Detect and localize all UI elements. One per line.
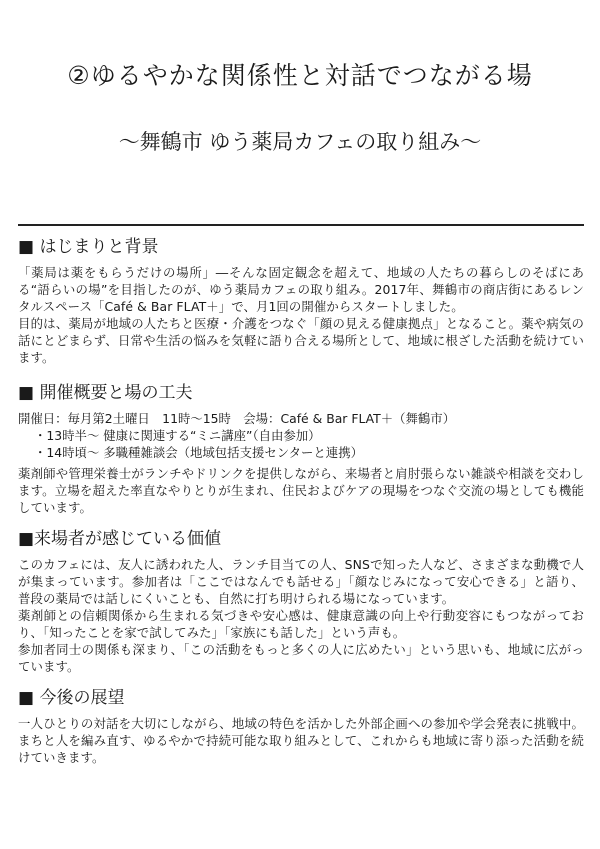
paragraph: 参加者同士の関係も深まり、「この活動をもっと多くの人に広めたい」という思いも、地域に広がっています。 (18, 642, 584, 674)
paragraph: 一人ひとりの対話を大切にしながら、地域の特色を活かした外部企画への参加や学会発表に挑戦中。まちと人を編み直す、ゆるやかで持続可能な取り組みとして、これからも地域に寄り添った活動を続けていきます。 (18, 716, 584, 765)
list-item: ・14時頃〜 多職種雑談会（地域包括支援センターと連携） (34, 445, 363, 460)
section-value (18, 528, 584, 675)
paragraph: 「薬局は薬をもらうだけの場所」―そんな固定観念を超えて、地域の人たちの暮らしのそばにある“語らいの場”を目指したのが、ゆう薬局カフェの取り組み。2017年、舞鶴市の商店街にあるレンタルスペース「Café & Bar FLAT＋」で、月1回の開催からスタートしました。 (18, 265, 584, 314)
event-info: 開催日：毎月第2土曜日 11時〜15時 会場：Café & Bar FLAT＋（舞鶴市） (18, 411, 456, 426)
section-heading: ■ 開催概要と場の工夫 (18, 383, 193, 403)
paragraph: このカフェには、友人に誘われた人、ランチ目当ての人、SNSで知った人など、さまざまな動機で人が集まっています。参加者は「ここではなんでも話せる」「顔なじみになって安心できる」と語り、普段の薬局では話しにくいことも、自然に打ち明けられる場になっています。 (18, 557, 584, 606)
title-divider (18, 224, 584, 226)
paragraph: 薬剤師との信頼関係から生まれる気づきや安心感は、健康意識の向上や行動変容にもつながっており、「知ったことを家で試してみた」「家族にも話した」という声も。 (18, 608, 584, 640)
section-background (18, 236, 584, 366)
paragraph: 薬剤師や管理栄養士がランチやドリンクを提供しながら、来場者と肩肘張らない雑談や相談を交わします。立場を超えた率直なやりとりが生まれ、住民およびケアの現場をつなぐ交流の場としても機能しています。 (18, 466, 584, 515)
section-overview (18, 382, 584, 516)
paragraph: 目的は、薬局が地域の人たちと医療・介護をつなぐ「顔の見える健康拠点」となること。薬や病気の話にとどまらず、日常や生活の悩みを気軽に語り合える場所として、地域に根ざした活動を続けています。 (18, 316, 584, 365)
page-title: ②ゆるやかな関係性と対話でつながる場 (67, 61, 533, 90)
section-heading: ■ はじまりと背景 (18, 237, 159, 257)
section-heading: ■ 今後の展望 (18, 688, 125, 708)
section-heading: ■来場者が感じている価値 (18, 529, 222, 549)
section-outlook (18, 687, 584, 766)
list-item: ・13時半〜 健康に関連する“ミニ講座”（自由参加） (34, 428, 321, 443)
article-body (18, 236, 584, 778)
page-subtitle: 〜舞鶴市 ゆう薬局カフェの取り組み〜 (118, 130, 482, 154)
